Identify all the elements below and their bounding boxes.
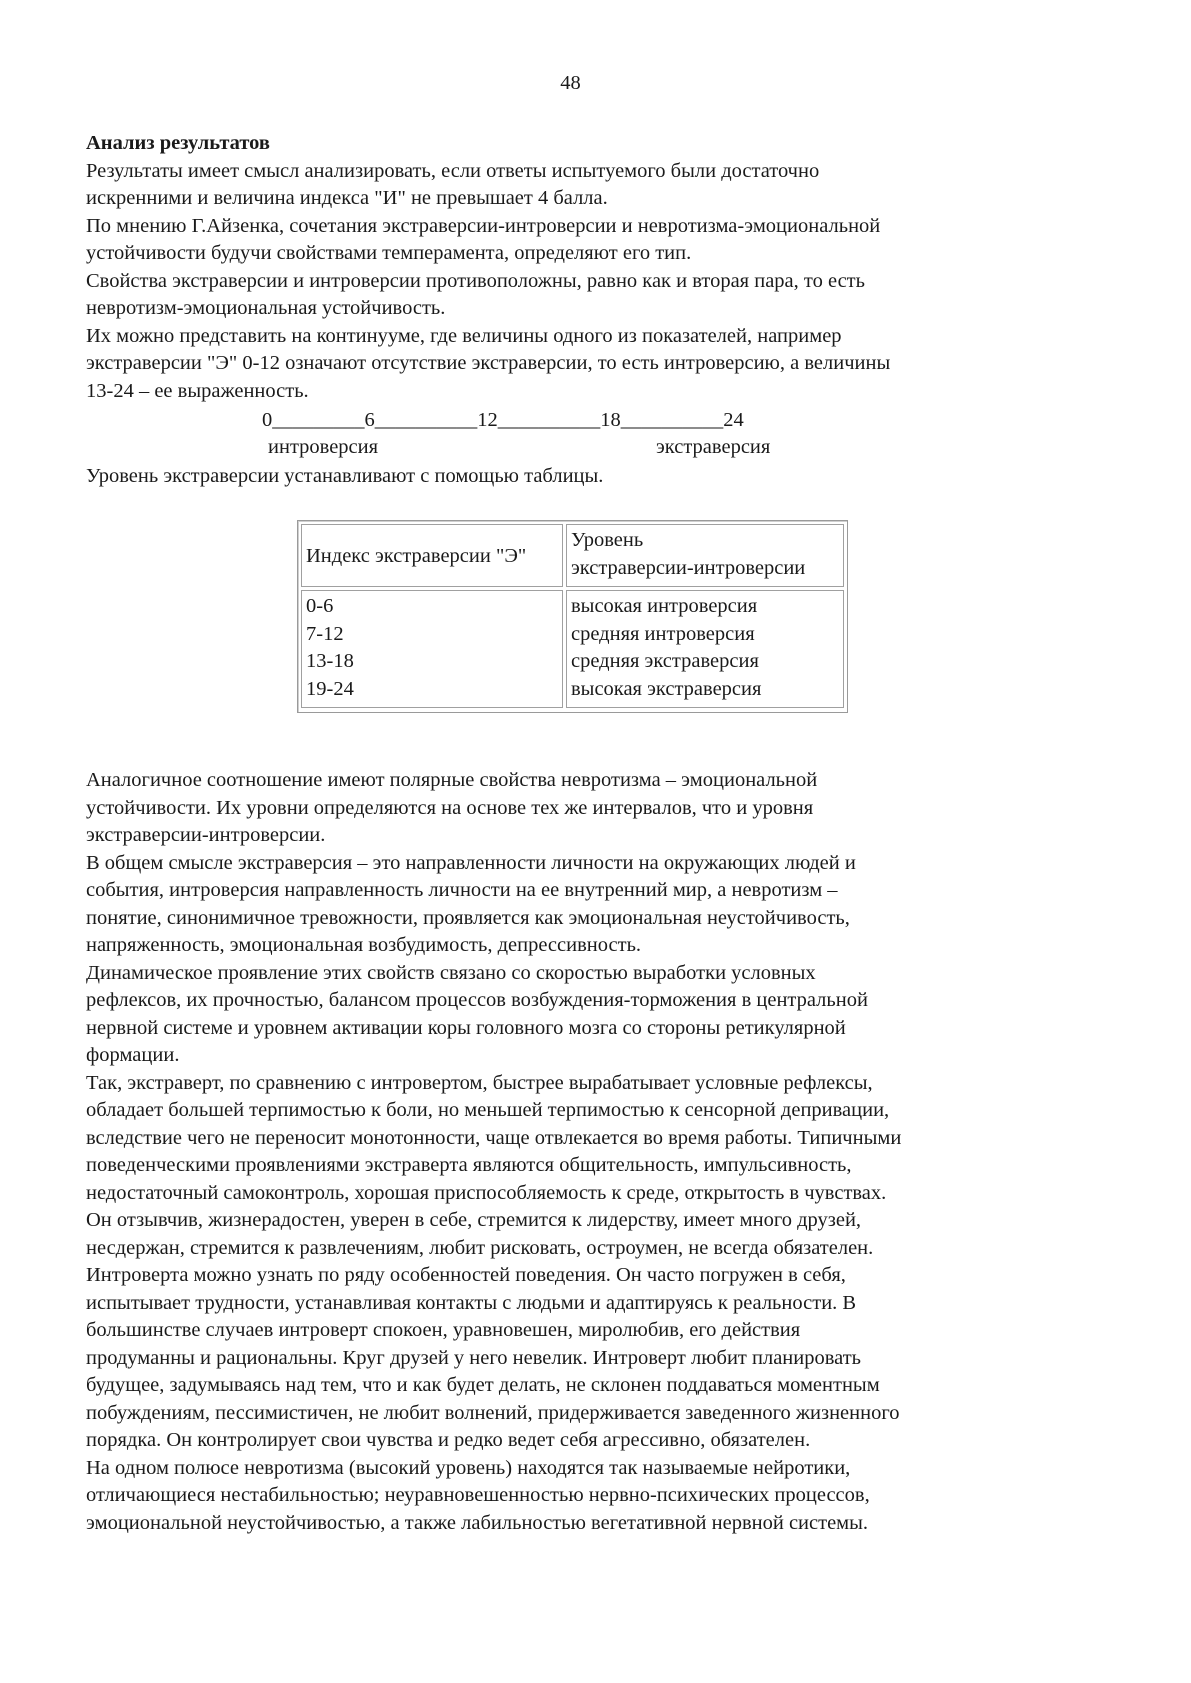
text-line: Аналогичное соотношение имеют полярные свойства невротизма – эмоциональной — [86, 769, 818, 791]
text-line: По мнению Г.Айзенка, сочетания экстраверсии-интроверсии и невротизма-эмоциональной — [86, 214, 881, 237]
text-line: невротизм-эмоциональная устойчивость. — [86, 297, 446, 319]
index-range: 19-24 — [306, 677, 354, 700]
text-line: экстраверсии-интроверсии. — [86, 824, 326, 846]
page-number: 48 — [560, 72, 581, 94]
text-line: понятие, синонимичное тревожности, проявляется как эмоциональная неустойчивость, — [86, 906, 850, 929]
intro-section — [86, 130, 1086, 405]
text-line: вследствие чего не переносит монотонности, чаще отвлекается во время работы. Типичными — [86, 1126, 902, 1149]
table-intro: Уровень экстраверсии устанавливают с помощью таблицы. — [86, 465, 604, 487]
scale-line: 0_________6__________12__________18__________24 — [262, 409, 744, 431]
text-line: продуманны и рациональны. Круг друзей у него невелик. Интроверт любит планировать — [86, 1346, 862, 1369]
text-line: события, интроверсия направленность личности на ее внутренний мир, а невротизм – — [86, 879, 838, 901]
level-value: средняя интроверсия — [571, 622, 755, 645]
text-line: недостаточный самоконтроль, хорошая приспособляемость к среде, открытость в чувствах. — [86, 1181, 887, 1204]
text-line: Результаты имеет смысл анализировать, если ответы испытуемого были достаточно — [86, 159, 820, 182]
extraversion-table — [297, 520, 848, 713]
scale-label-extraversion: экстраверсия — [656, 436, 771, 458]
table-cell-index-ranges — [301, 590, 563, 708]
text-line: устойчивости будучи свойствами темперамента, определяют его тип. — [86, 242, 692, 264]
text-line: Их можно представить на континууме, где величины одного из показателей, например — [86, 324, 842, 347]
text-line: несдержан, стремится к развлечениям, любит рисковать, остроумен, не всегда обязателен. — [86, 1236, 874, 1259]
table-header-index: Индекс экстраверсии "Э" — [301, 524, 563, 587]
table-header-level-line: Уровень — [571, 529, 644, 551]
text-line: побуждениям, пессимистичен, не любит волнений, придерживается заведенного жизненного — [86, 1401, 900, 1424]
text-line: порядка. Он контролирует свои чувства и редко ведет себя агрессивно, обязателен. — [86, 1429, 811, 1451]
text-line: обладает большей терпимостью к боли, но меньшей терпимостью к сенсорной депривации, — [86, 1099, 890, 1121]
level-value: средняя экстраверсия — [571, 650, 759, 672]
text-line: нервной системе и уровнем активации коры головного мозга со стороны ретикулярной — [86, 1016, 846, 1039]
text-line: Так, экстраверт, по сравнению с интровертом, быстрее вырабатывает условные рефлексы, — [86, 1071, 873, 1094]
index-range: 7-12 — [306, 622, 344, 645]
section-heading: Анализ результатов — [86, 132, 270, 154]
text-line: рефлексов, их прочностью, балансом процессов возбуждения-торможения в центральной — [86, 989, 868, 1011]
text-line: искренними и величина индекса "И" не превышает 4 балла. — [86, 187, 608, 209]
index-range: 13-18 — [306, 650, 354, 672]
text-line: напряженность, эмоциональная возбудимость, депрессивность. — [86, 934, 642, 956]
text-line: экстраверсии "Э" 0-12 означают отсутствие экстраверсии, то есть интроверсию, а величины — [86, 352, 891, 374]
scale-label-introversion: интроверсия — [268, 436, 379, 458]
text-line: 13-24 – ее выраженность. — [86, 379, 309, 402]
text-line: большинстве случаев интроверт спокоен, уравновешен, миролюбив, его действия — [86, 1319, 801, 1341]
text-line: эмоциональной неустойчивостью, а также лабильностью вегетативной нервной системы. — [86, 1511, 869, 1534]
text-line: На одном полюсе невротизма (высокий уровень) находятся так называемые нейротики, — [86, 1456, 851, 1479]
text-line: формации. — [86, 1044, 180, 1066]
text-line: Динамическое проявление этих свойств связано со скоростью выработки условных — [86, 961, 816, 984]
text-line: поведенческими проявлениями экстраверта являются общительность, импульсивность, — [86, 1154, 852, 1176]
level-value: высокая интроверсия — [571, 595, 758, 617]
index-range: 0-6 — [306, 595, 334, 617]
text-line: отличающиеся нестабильностью; неуравновешенностью нервно-психических процессов, — [86, 1484, 870, 1506]
text-line: Свойства экстраверсии и интроверсии противоположны, равно как и вторая пара, то есть — [86, 269, 865, 292]
text-line: Интроверта можно узнать по ряду особенностей поведения. Он часто погружен в себя, — [86, 1264, 846, 1286]
body-section — [86, 767, 1086, 1537]
level-value: высокая экстраверсия — [571, 677, 762, 700]
text-line: Он отзывчив, жизнерадостен, уверен в себе, стремится к лидерству, имеет много друзей, — [86, 1209, 862, 1231]
text-line: будущее, задумываясь над тем, что и как будет делать, не склонен поддаваться моментным — [86, 1374, 880, 1396]
text-line: испытывает трудности, устанавливая контакты с людьми и адаптируясь к реальности. В — [86, 1291, 857, 1314]
text-line: В общем смысле экстраверсия – это направленности личности на окружающих людей и — [86, 851, 856, 874]
text-line: устойчивости. Их уровни определяются на основе тех же интервалов, что и уровня — [86, 796, 814, 819]
table-cell-levels — [566, 590, 844, 708]
table-header-level-line: экстраверсии-интроверсии — [571, 556, 806, 579]
table-header-level — [566, 524, 844, 587]
